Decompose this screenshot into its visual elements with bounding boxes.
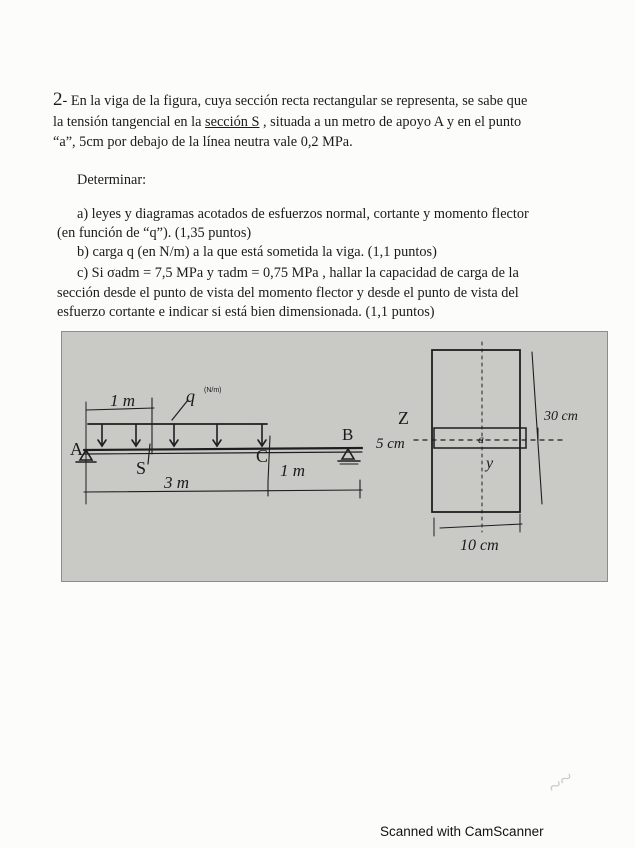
section-s-underlined: sección S	[205, 114, 260, 130]
figure-photo	[61, 331, 608, 582]
item-a-line-1: a) leyes y diagramas acotados de esfuerzos normal, cortante y momento flector	[77, 206, 529, 222]
beam-line	[84, 448, 362, 450]
intro-text-1: - En la viga de la figura, cuya sección recta rectangular se representa, se sabe que	[62, 93, 528, 109]
label-point-a: A	[70, 439, 83, 459]
cross-section-rect	[432, 350, 520, 512]
intro-text-2a: la tensión tangencial en la	[53, 114, 206, 130]
label-30cm: 30 cm	[544, 409, 578, 424]
dim-bottom-line	[84, 490, 362, 492]
item-a-line-2: (en función de “q”). (1,35 puntos)	[57, 225, 252, 241]
label-axis-z: Z	[398, 408, 409, 428]
label-q: q	[186, 386, 195, 406]
figure-drawing	[62, 332, 607, 581]
problem-number: 2	[53, 89, 63, 110]
label-q-units: (N/m)	[204, 387, 222, 394]
problem-intro-line-1	[53, 90, 527, 111]
label-1m-top: 1 m	[110, 391, 136, 410]
item-b: b) carga q (en N/m) a la que está sometida la viga. (1,1 puntos)	[77, 244, 437, 260]
label-3m: 3 m	[164, 473, 190, 492]
dim-30cm-line	[532, 352, 542, 504]
label-10cm: 10 cm	[460, 537, 499, 554]
problem-intro-line-2	[53, 112, 521, 132]
label-point-c: C	[256, 446, 269, 466]
support-b-icon	[342, 449, 354, 459]
handwritten-smudge: ~~	[542, 764, 579, 802]
determine-heading: Determinar:	[77, 172, 147, 188]
item-c-line-2: sección desde el punto de vista del momento flector y desde el punto de vista del	[57, 285, 519, 301]
label-point-b: B	[342, 425, 354, 444]
scanner-footer: Scanned with CamScanner	[380, 824, 544, 839]
label-section-s: S	[136, 458, 147, 478]
label-5cm: 5 cm	[376, 436, 405, 452]
item-c-line-3: esfuerzo cortante e indicar si está bien dimensionada. (1,1 puntos)	[57, 304, 435, 320]
label-point-a-section: a	[478, 432, 484, 446]
beam-line-lower	[84, 452, 362, 454]
label-axis-y: y	[486, 455, 494, 472]
problem-intro-line-3: “a”, 5cm por debajo de la línea neutra vale 0,2 MPa.	[53, 134, 353, 150]
intro-text-2b: , situada a un metro de apoyo A y en el punto	[259, 114, 522, 130]
dim-10cm-line	[440, 524, 522, 528]
label-1m-bottom: 1 m	[280, 461, 306, 480]
item-c-line-1: c) Si σadm = 7,5 MPa y τadm = 0,75 MPa , hallar la capacidad de carga de la	[77, 265, 519, 281]
